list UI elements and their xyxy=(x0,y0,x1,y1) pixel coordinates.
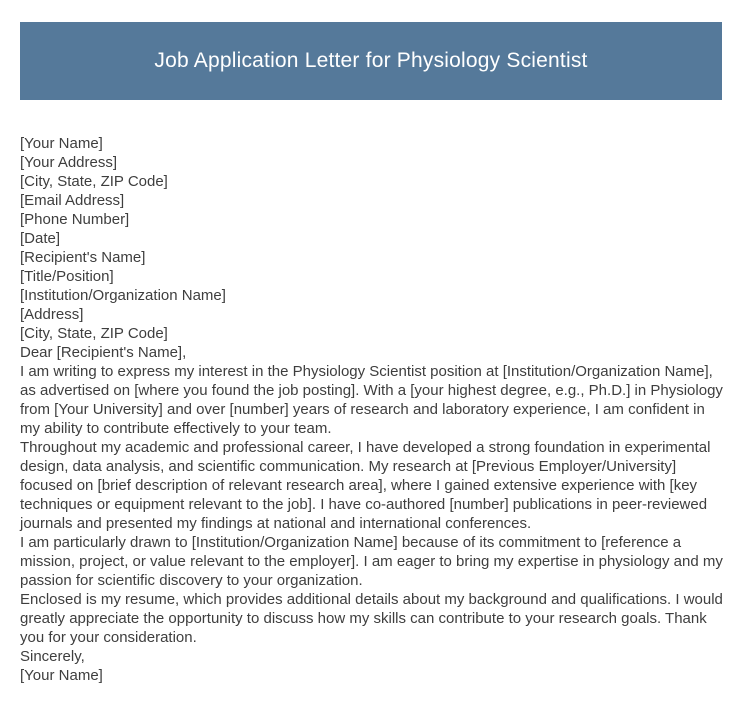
salutation-line: Dear [Recipient's Name], xyxy=(20,344,187,361)
document-header-banner xyxy=(20,22,722,100)
body-paragraph-2: Throughout my academic and professional career, I have developed a strong foundation in experimental design, data analysis, and scientific communication. My research at [Previous Employer/University] focused on [brief description of relevant research area], where I gained extensive experience with [key techniques or equipment relevant to the job]. I have co-authored [number] publications in peer-reviewed journals and presented my findings at national and international conferences. xyxy=(20,439,711,532)
recipient-name-line: [Recipient's Name] xyxy=(20,249,146,266)
signature-line: [Your Name] xyxy=(20,667,103,684)
recipient-title-line: [Title/Position] xyxy=(20,268,114,285)
recipient-address-line: [Address] xyxy=(20,306,84,323)
body-paragraph-1: I am writing to express my interest in the Physiology Scientist position at [Institution/Organization Name], as advertised on [where you found the job posting]. With a [your highest degree, e.g., Ph.D.] in Physiology from [Your University] and over [number] years of research and laboratory experience, I am confident in my ability to contribute effectively to your team. xyxy=(20,363,723,437)
sender-phone-line: [Phone Number] xyxy=(20,211,130,228)
date-line: [Date] xyxy=(20,230,61,247)
recipient-city-state-zip-line: [City, State, ZIP Code] xyxy=(20,325,168,342)
letter-body xyxy=(20,134,726,685)
sender-name-line: [Your Name] xyxy=(20,135,103,152)
body-paragraph-3: I am particularly drawn to [Institution/Organization Name] because of its commitment to [reference a mission, project, or value relevant to the employer]. I am eager to bring my expertise in physiology and my passion for scientific discovery to your organization. xyxy=(20,534,723,589)
body-paragraph-4: Enclosed is my resume, which provides additional details about my background and qualifications. I would greatly appreciate the opportunity to discuss how my skills can contribute to your research goals. Thank you for your consideration. xyxy=(20,591,723,646)
recipient-organization-line: [Institution/Organization Name] xyxy=(20,287,226,304)
sender-address-line: [Your Address] xyxy=(20,154,118,171)
sender-email-line: [Email Address] xyxy=(20,192,125,209)
sender-city-state-zip-line: [City, State, ZIP Code] xyxy=(20,173,168,190)
page-title: Job Application Letter for Physiology Scientist xyxy=(154,49,588,73)
closing-line: Sincerely, xyxy=(20,648,85,665)
